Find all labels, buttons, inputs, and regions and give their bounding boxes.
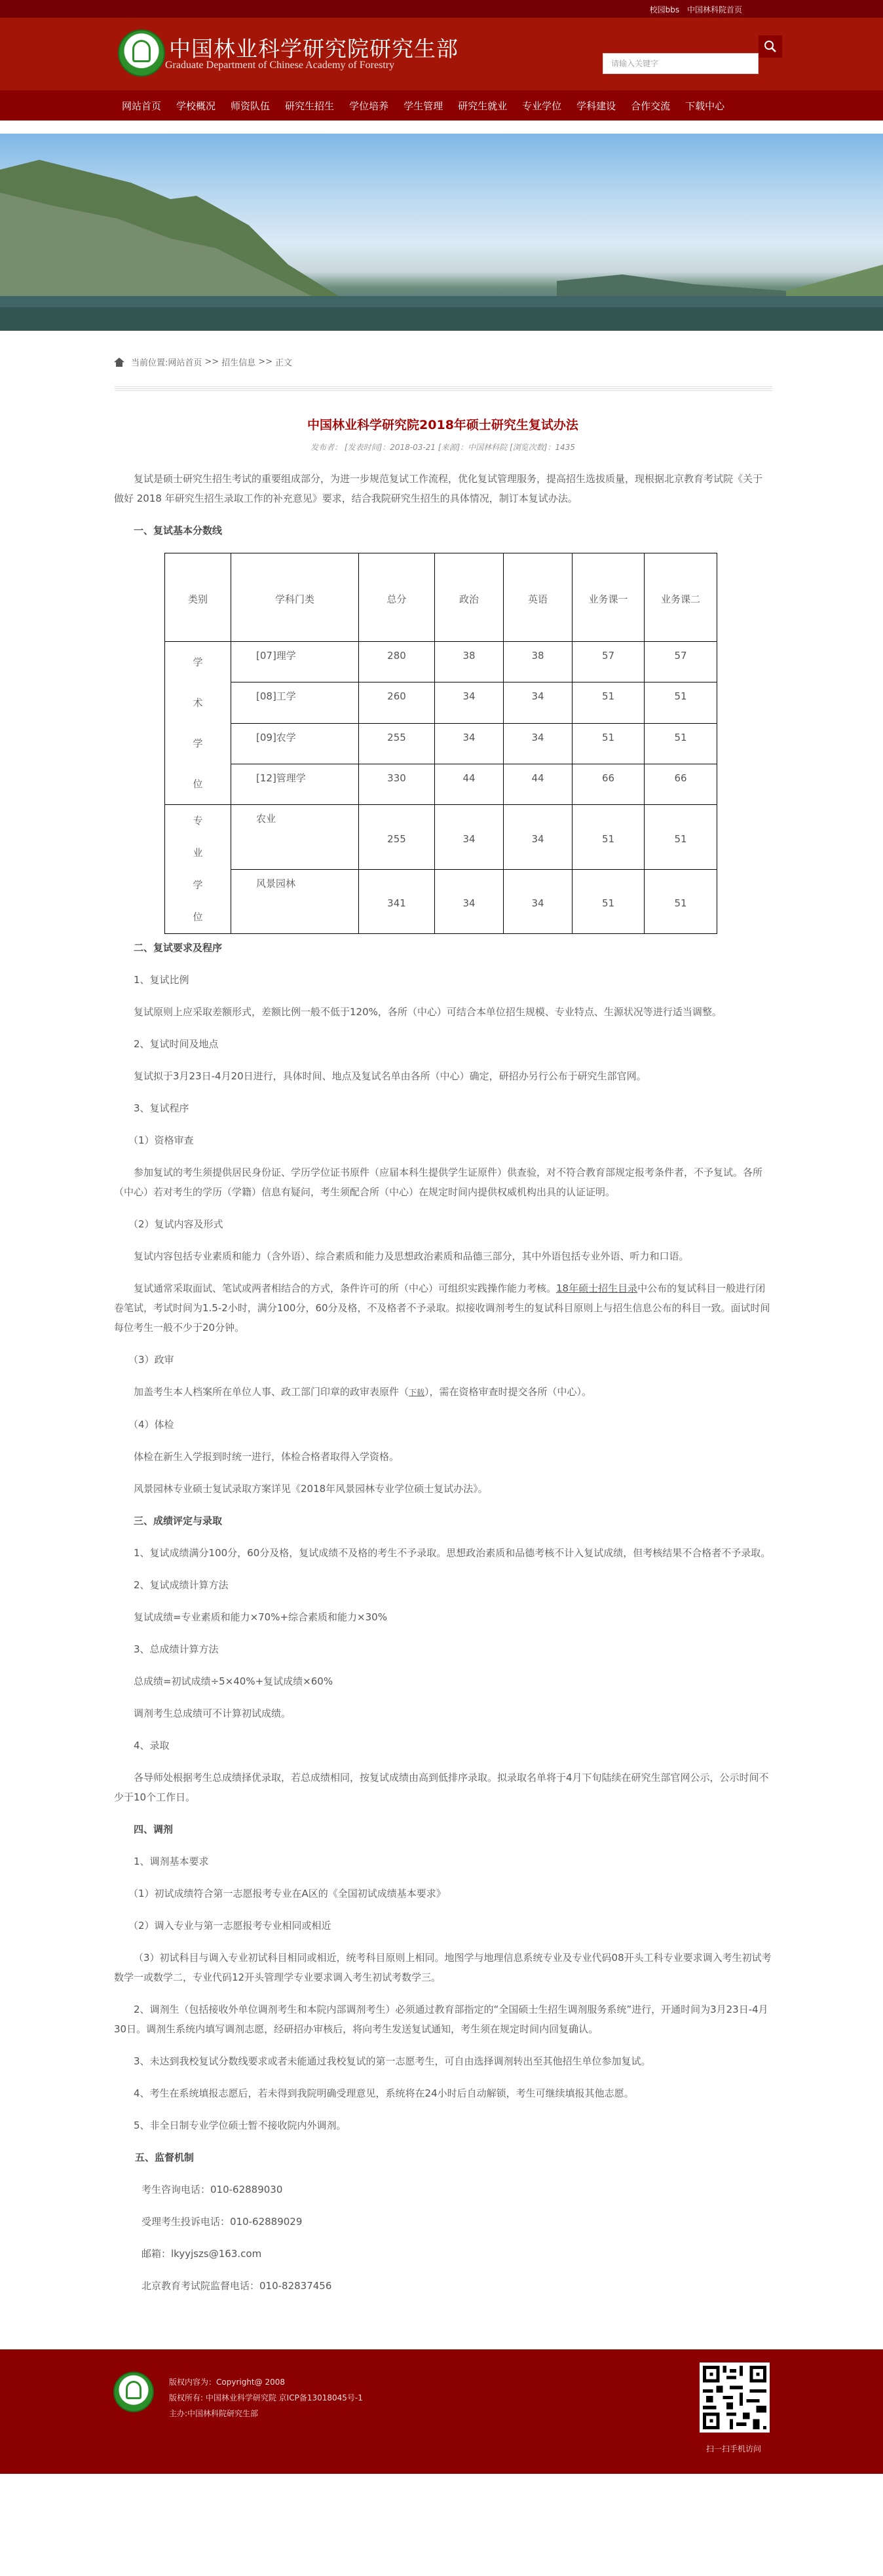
header-cell: 英语 xyxy=(504,553,573,642)
subheading: 2、复试时间及地点 xyxy=(134,1038,219,1050)
subheading: （1）资格审查 xyxy=(128,1134,194,1146)
search-icon xyxy=(764,40,777,53)
score-cell: 51 xyxy=(573,805,645,870)
header-cell: 政治 xyxy=(435,553,504,642)
nav-item-home[interactable]: 网站首页 xyxy=(122,100,162,112)
score-cell: 34 xyxy=(504,805,573,870)
paragraph: 4、考生在系统填报志愿后，若未得到我院明确受理意见，系统将在24小时后自动解锁，考生可继续填报其他志愿。 xyxy=(134,2087,634,2099)
score-cell: 255 xyxy=(359,723,435,764)
paragraph: 复试原则上应采取差额形式，差额比例一般不低于120%，各所（中心）可结合本单位招生规模、专业特点、生源状况等进行适当调整。 xyxy=(134,1006,722,1018)
subheading: 1、复试比例 xyxy=(134,974,189,986)
divider xyxy=(115,386,772,391)
footer-text xyxy=(169,2374,363,2421)
score-cell: 51 xyxy=(573,723,645,764)
logo-icon[interactable] xyxy=(118,29,165,77)
search-button[interactable] xyxy=(759,35,782,58)
nav-item-admissions[interactable]: 研究生招生 xyxy=(285,100,335,112)
section-heading: 三、成绩评定与录取 xyxy=(134,1515,223,1527)
score-cell: 51 xyxy=(645,682,717,723)
score-cell: 260 xyxy=(359,682,435,723)
paragraph: 各导师处根据考生总成绩择优录取，若总成绩相同，按复试成绩由高到低排序录取。拟录取名单将于4月下旬陆续在研究生部官网公示，公示时间不少于10个工作日。 xyxy=(114,1772,769,1803)
article-meta: 发布者： [发表时间]：2018-03-21 [来源]：中国林科院 [浏览次数]：1435 xyxy=(310,443,575,452)
table-row xyxy=(165,682,717,723)
qr-label: 扫一扫手机访问 xyxy=(706,2444,762,2454)
discipline-cell: [09]农学 xyxy=(231,723,359,764)
site-title: 中国林业科学研究院研究生部 xyxy=(169,36,459,62)
discipline-cell: [12]管理学 xyxy=(231,764,359,804)
copyright-line: 版权内容为：Copyright@ 2008 xyxy=(169,2378,285,2387)
score-cell: 255 xyxy=(359,805,435,870)
footer-logo-icon xyxy=(113,2372,154,2412)
text: 中公布的复试科目一般进行闭卷笔试，考试时间为1.5-2小时，满分100分，60分及格，不及格者不予录取。拟接收调剂考生的复试科目原则上与招生信息公布的科目一致。面试时间每位考生一般不少于20分钟。 xyxy=(114,1282,770,1334)
paragraph xyxy=(114,1279,772,1337)
score-cell: 330 xyxy=(359,764,435,804)
nav-item-employment[interactable]: 研究生就业 xyxy=(458,100,508,112)
home-icon xyxy=(114,358,124,367)
footer xyxy=(0,2349,883,2474)
paragraph: 风景园林专业硕士复试录取方案详见《2018年风景园林专业学位硕士复试办法》。 xyxy=(134,1483,488,1495)
subheading: （4）体检 xyxy=(128,1419,174,1430)
breadcrumb-prefix: 当前位置: xyxy=(131,358,168,368)
paragraph: 复试内容包括专业素质和能力（含外语）、综合素质和能力及思想政治素质和品德三部分，其中外语包括专业外语、听力和口语。 xyxy=(134,1250,689,1262)
score-cell: 51 xyxy=(573,682,645,723)
breadcrumb xyxy=(114,356,883,368)
text: 加盖考生本人档案所在单位人事、政工部门印章的政审表原件（ xyxy=(134,1386,409,1398)
paragraph xyxy=(114,1382,772,1402)
header-cell: 总分 xyxy=(359,553,435,642)
paragraph: 3、未达到我校复试分数线要求或者未能通过我校复试的第一志愿考生，可自由选择调剂转出至其他招生单位参加复试。 xyxy=(134,2055,651,2067)
paragraph: （1）初试成绩符合第一志愿报考专业在A区的《全国初试成绩基本要求》 xyxy=(128,1888,446,1899)
score-cell: 34 xyxy=(504,869,573,934)
paragraph: 调剂考生总成绩可不计算初试成绩。 xyxy=(134,1708,291,1719)
paragraph: 体检在新生入学报到时统一进行，体检合格者取得入学资格。 xyxy=(134,1451,400,1463)
score-cell: 44 xyxy=(435,764,504,804)
contact-line: 北京教育考试院监督电话：010-82837456 xyxy=(141,2280,332,2292)
subheading: （2）复试内容及形式 xyxy=(128,1218,223,1230)
score-cell: 34 xyxy=(435,805,504,870)
discipline-cell: 风景园林 xyxy=(231,869,359,934)
table-row xyxy=(165,805,717,870)
score-cell: 57 xyxy=(573,642,645,682)
catalog-link[interactable]: 18年硕士招生目录 xyxy=(556,1282,638,1294)
table-row xyxy=(165,723,717,764)
subheading: （3）政审 xyxy=(128,1354,174,1366)
section-heading: 四、调剂 xyxy=(134,1823,174,1835)
article-body xyxy=(114,469,772,2296)
header-cell: 类别 xyxy=(165,553,231,642)
nav-item-disciplines[interactable]: 学科建设 xyxy=(576,100,616,112)
subheading: 3、总成绩计算方法 xyxy=(134,1643,219,1655)
score-cell: 341 xyxy=(359,869,435,934)
formula: 总成绩=初试成绩÷5×40%+复试成绩×60% xyxy=(134,1675,333,1687)
intro-paragraph: 复试是硕士研究生招生考试的重要组成部分，为进一步规范复试工作流程，优化复试管理服务，提高招生选拔质量，现根据北京教育考试院《关于做好 2018 年研究生招生录取工作的补充意见》要求，结合我院研究生招生的具体情况，制订本复试办法。 xyxy=(114,473,763,504)
main-nav xyxy=(0,90,883,121)
table-row xyxy=(165,642,717,682)
breadcrumb-home[interactable]: 网站首页 xyxy=(168,358,202,368)
nav-item-students[interactable]: 学生管理 xyxy=(404,100,443,112)
top-links xyxy=(645,4,742,15)
score-cell: 34 xyxy=(435,682,504,723)
header-cell: 业务课二 xyxy=(645,553,717,642)
header xyxy=(0,18,883,90)
score-cell: 66 xyxy=(645,764,717,804)
score-cell: 34 xyxy=(504,723,573,764)
paragraph: 1、复试成绩满分100分，60分及格，复试成绩不及格的考生不予录取。思想政治素质和品德考核不计入复试成绩，但考核结果不合格者不予录取。 xyxy=(134,1547,771,1559)
score-cell: 66 xyxy=(573,764,645,804)
paragraph: 2、调剂生（包括接收外单位调剂考生和本院内部调剂考生）必须通过教育部指定的“全国硕士生招生调剂服务系统”进行，开通时间为3月23日-4月30日。调剂生系统内填写调剂志愿，经研招办审核后，将向考生发送复试通知，考生须在规定时间内回复确认。 xyxy=(114,2004,768,2035)
score-cell: 51 xyxy=(645,723,717,764)
site-subtitle: Graduate Department of Chinese Academy of Forestry xyxy=(165,60,395,71)
paragraph: （2）调入专业与第一志愿报考专业相同或相近 xyxy=(128,1920,331,1932)
download-link[interactable]: 下载 xyxy=(409,1388,425,1397)
contact-line: 考生咨询电话：010-62889030 xyxy=(141,2184,283,2195)
category-cell: 专业学位 xyxy=(165,805,231,934)
table-header-row xyxy=(165,553,717,642)
text: ），需在资格审查时提交各所（中心）。 xyxy=(424,1386,592,1398)
subheading: 1、调剂基本要求 xyxy=(134,1856,209,1867)
article-title: 中国林业科学研究院2018年硕士研究生复试办法 xyxy=(307,418,578,432)
subheading: 3、复试程序 xyxy=(134,1102,189,1114)
section-heading: 二、复试要求及程序 xyxy=(134,942,223,954)
table-row xyxy=(165,869,717,934)
breadcrumb-separator: >> xyxy=(204,357,219,367)
score-cell: 34 xyxy=(504,682,573,723)
section-heading: 五、监督机制 xyxy=(135,2152,195,2163)
header-cell: 学科门类 xyxy=(231,553,359,642)
search-input[interactable]: 请输入关键字 xyxy=(603,53,759,74)
score-table xyxy=(164,553,717,934)
score-cell: 38 xyxy=(504,642,573,682)
table-row xyxy=(165,764,717,804)
score-cell: 44 xyxy=(504,764,573,804)
paragraph: 5、非全日制专业学位硕士暂不接收院内外调剂。 xyxy=(134,2119,347,2131)
paragraph: （3）初试科目与调入专业初试科目相同或相近，统考科目原则上相同。地图学与地理信息系统专业及专业代码08开头工科专业要求调入考生初试考数学一或数学二，专业代码12开头管理学专业要求调入考生初试考数学三。 xyxy=(114,1952,772,1983)
score-cell: 38 xyxy=(435,642,504,682)
contact-line: 邮箱：lkyyjszs@163.com xyxy=(141,2248,262,2260)
nav-item-cooperation[interactable]: 合作交流 xyxy=(631,100,671,112)
score-cell: 57 xyxy=(645,642,717,682)
category-cell: 学术学位 xyxy=(165,642,231,805)
nav-item-downloads[interactable]: 下载中心 xyxy=(685,100,725,112)
nav-item-overview[interactable]: 学校概况 xyxy=(176,100,216,112)
header-cell: 业务课一 xyxy=(573,553,645,642)
breadcrumb-admissions-info[interactable]: 招生信息 xyxy=(221,358,256,368)
contact-line: 受理考生投诉电话：010-62889029 xyxy=(141,2216,303,2228)
top-bar xyxy=(0,0,883,18)
score-cell: 51 xyxy=(645,869,717,934)
section-heading: 一、复试基本分数线 xyxy=(134,525,223,536)
text: 复试通常采取面试、笔试或两者相结合的方式，条件许可的所（中心）可组织实践操作能力考核。 xyxy=(134,1282,557,1294)
owner-line: 版权所有: 中国林业科学研究院 京ICP备13018045号-1 xyxy=(169,2393,363,2402)
caf-home-link[interactable]: 中国林科院首页 xyxy=(686,5,742,14)
article xyxy=(114,415,772,2296)
formula: 复试成绩=专业素质和能力×70%+综合素质和能力×30% xyxy=(134,1611,387,1623)
discipline-cell: 农业 xyxy=(231,805,359,870)
subheading: 4、录取 xyxy=(134,1740,170,1751)
score-cell: 51 xyxy=(573,869,645,934)
subheading: 2、复试成绩计算方法 xyxy=(134,1579,229,1591)
discipline-cell: [07]理学 xyxy=(231,642,359,682)
score-cell: 51 xyxy=(645,805,717,870)
nav-item-training[interactable]: 学位培养 xyxy=(349,100,389,112)
breadcrumb-separator: >> xyxy=(258,357,273,367)
paragraph: 复试拟于3月23日-4月20日进行，具体时间、地点及复试名单由各所（中心）确定，研招办另行公布于研究生部官网。 xyxy=(134,1070,647,1082)
score-cell: 280 xyxy=(359,642,435,682)
paragraph: 参加复试的考生须提供居民身份证、学历学位证书原件（应届本科生提供学生证原件）供查验，对不符合教育部规定报考条件者，不予复试。各所（中心）若对考生的学历（学籍）信息有疑问，考生须配合所（中心）在规定时间内提供权威机构出具的认证证明。 xyxy=(114,1167,763,1198)
score-cell: 34 xyxy=(435,869,504,934)
nav-item-professional-degree[interactable]: 专业学位 xyxy=(522,100,562,112)
bbs-link[interactable]: 校园bbs xyxy=(649,5,680,14)
breadcrumb-current: 正文 xyxy=(275,358,293,368)
discipline-cell: [08]工学 xyxy=(231,682,359,723)
banner-image xyxy=(0,134,883,331)
nav-item-faculty[interactable]: 师资队伍 xyxy=(231,100,271,112)
host-line: 主办:中国林科院研究生部 xyxy=(169,2409,259,2418)
score-cell: 34 xyxy=(435,723,504,764)
qr-code-icon xyxy=(700,2362,770,2433)
